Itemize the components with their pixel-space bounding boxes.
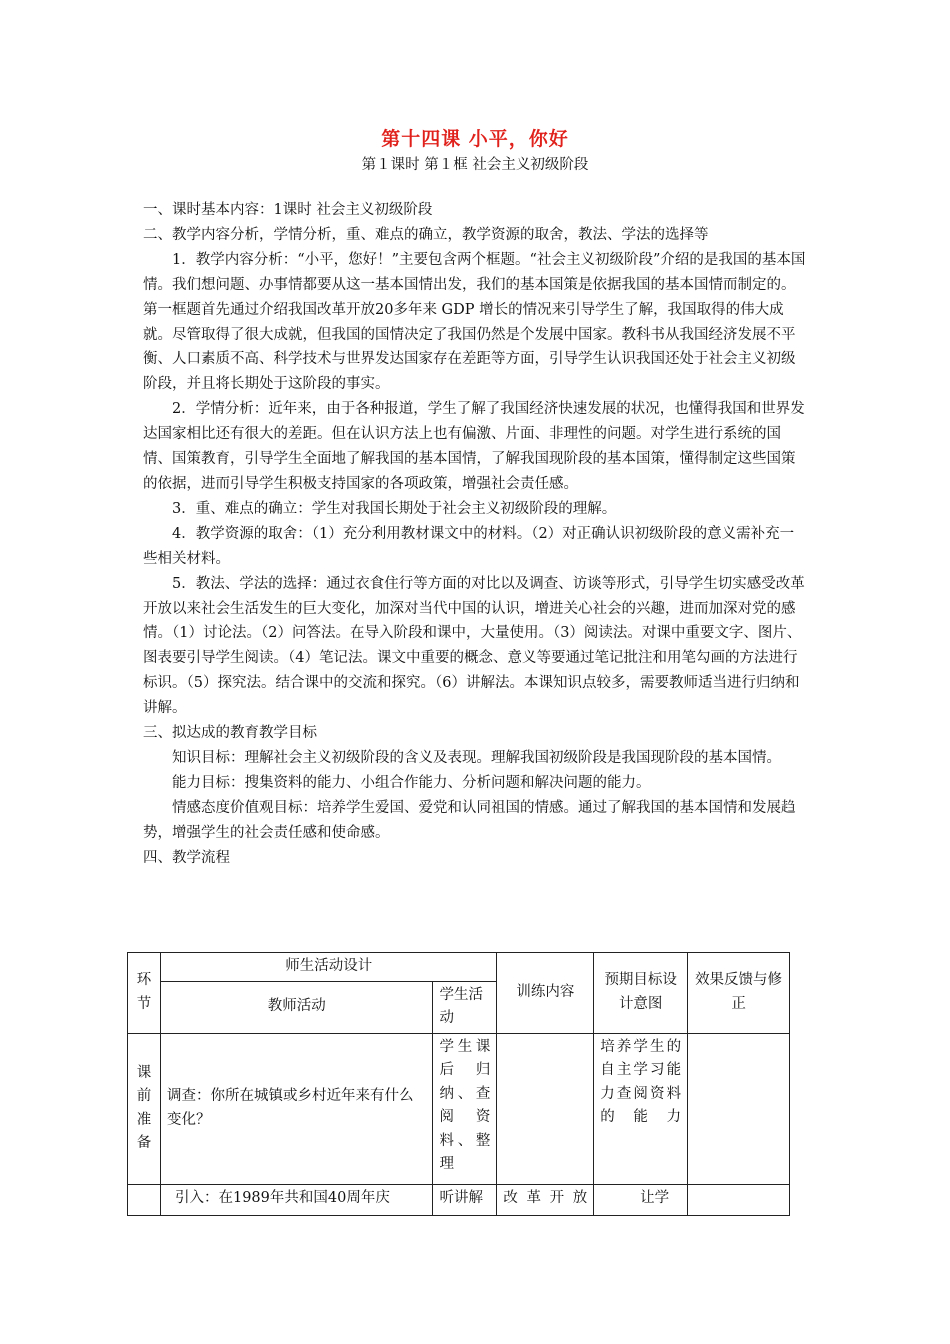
header-goal: 预期目标设计意图: [594, 953, 688, 1034]
document-body: [143, 198, 808, 870]
lesson-subtitle: 第１课时 第１框 社会主义初级阶段: [361, 157, 589, 173]
cell-feedback: [688, 1033, 790, 1184]
cell-segment: 课前准备: [128, 1033, 161, 1184]
header-training: 训练内容: [497, 953, 594, 1034]
paragraph: 5．教法、学法的选择：通过衣食住行等方面的对比以及调查、访谈等形式，引导学生切实感受改革开放以来社会生活发生的巨大变化，加深对当代中国的认识，增进关心社会的兴趣，进而加深对党的感情。（1）讨论法。（2）问答法。在导入阶段和课中，大量使用。（3）阅读法。对课中重要文字、图片、图表要引导学生阅读。（4）笔记法。课文中重要的概念、意义等要通过笔记批注和用笔勾画的方法进行标识。（5）探究法。结合课中的交流和探究。（6）讲解法。本课知识点较多，需要教师适当进行归纳和讲解。: [143, 575, 805, 717]
paragraph: 能力目标：搜集资料的能力、小组合作能力、分析问题和解决问题的能力。: [172, 774, 651, 791]
paragraph: 情感态度价值观目标：培养学生爱国、爱党和认同祖国的情感。通过了解我国的基本国情和发展趋势，增强学生的社会责任感和使命感。: [143, 799, 796, 841]
section-heading: 二、教学内容分析，学情分析，重、难点的确立，教学资源的取舍，教法、学法的选择等: [143, 226, 709, 243]
cell-goal: 培养学生的自主学习能力查阅资料的能力: [594, 1033, 688, 1184]
table-row: [128, 1184, 790, 1215]
section-heading: 一、课时基本内容：1课时 社会主义初级阶段: [143, 202, 433, 218]
cell-goal: 让学: [594, 1184, 688, 1215]
cell-teacher: 引入：在1989年共和国40周年庆: [160, 1184, 433, 1215]
paragraph: 3．重、难点的确立：学生对我国长期处于社会主义初级阶段的理解。: [172, 500, 617, 517]
lesson-title: 第十四课 小平，你好: [381, 128, 569, 150]
cell-student: 学生课后归纳、查阅资料、整理: [433, 1033, 497, 1184]
cell-student: 听讲解: [433, 1184, 497, 1215]
teaching-flow-table: [127, 952, 790, 1216]
paragraph: 知识目标：理解社会主义初级阶段的含义及表现。理解我国初级阶段是我国现阶段的基本国情。: [172, 749, 781, 766]
cell-training: [497, 1033, 594, 1184]
paragraph: 4．教学资源的取舍：（1）充分利用教材课文中的材料。（2）对正确认识初级阶段的意义需补充一些相关材料。: [143, 525, 795, 567]
cell-training: 改革开放: [497, 1184, 594, 1215]
header-teacher: 教师活动: [160, 981, 433, 1033]
cell-feedback: [688, 1184, 790, 1215]
header-feedback: 效果反馈与修正: [688, 953, 790, 1034]
header-student: 学生活动: [433, 981, 497, 1033]
cell-segment: [128, 1184, 161, 1215]
section-heading: 三、拟达成的教育教学目标: [143, 725, 317, 742]
paragraph: 2．学情分析：近年来，由于各种报道，学生了解了我国经济快速发展的状况，也懂得我国和世界发达国家相比还有很大的差距。但在认识方法上也有偏激、片面、非理性的问题。对学生进行系统的国情、国策教育，引导学生全面地了解我国的基本国情，了解我国现阶段的基本国策，懂得制定这些国策的依据，进而引导学生积极支持国家的各项政策，增强社会责任感。: [143, 401, 805, 492]
paragraph: 1．教学内容分析：“小平，您好！”主要包含两个框题。“社会主义初级阶段”介绍的是我国的基本国情。我们想问题、办事情都要从这一基本国情出发，我们的基本国策是依据我国的基本国情而制定的。第一框题首先通过介绍我国改革开放20多年来 GDP 增长的情况来引导学生了解，我国取得的伟大成就。尽管取得了很大成就，但我国的国情决定了我国仍然是个发展中国家。教科书从我国经济发展不平衡、人口素质不高、科学技术与世界发达国家存在差距等方面，引导学生认识我国还处于社会主义初级阶段，并且将长期处于这阶段的事实。: [143, 251, 806, 393]
table-row: [128, 1033, 790, 1184]
cell-teacher: 调查：你所在城镇或乡村近年来有什么变化？: [160, 1033, 433, 1184]
header-design: 师生活动设计: [160, 953, 496, 982]
header-segment: 环节: [128, 953, 161, 1034]
section-heading: 四、教学流程: [143, 849, 230, 866]
